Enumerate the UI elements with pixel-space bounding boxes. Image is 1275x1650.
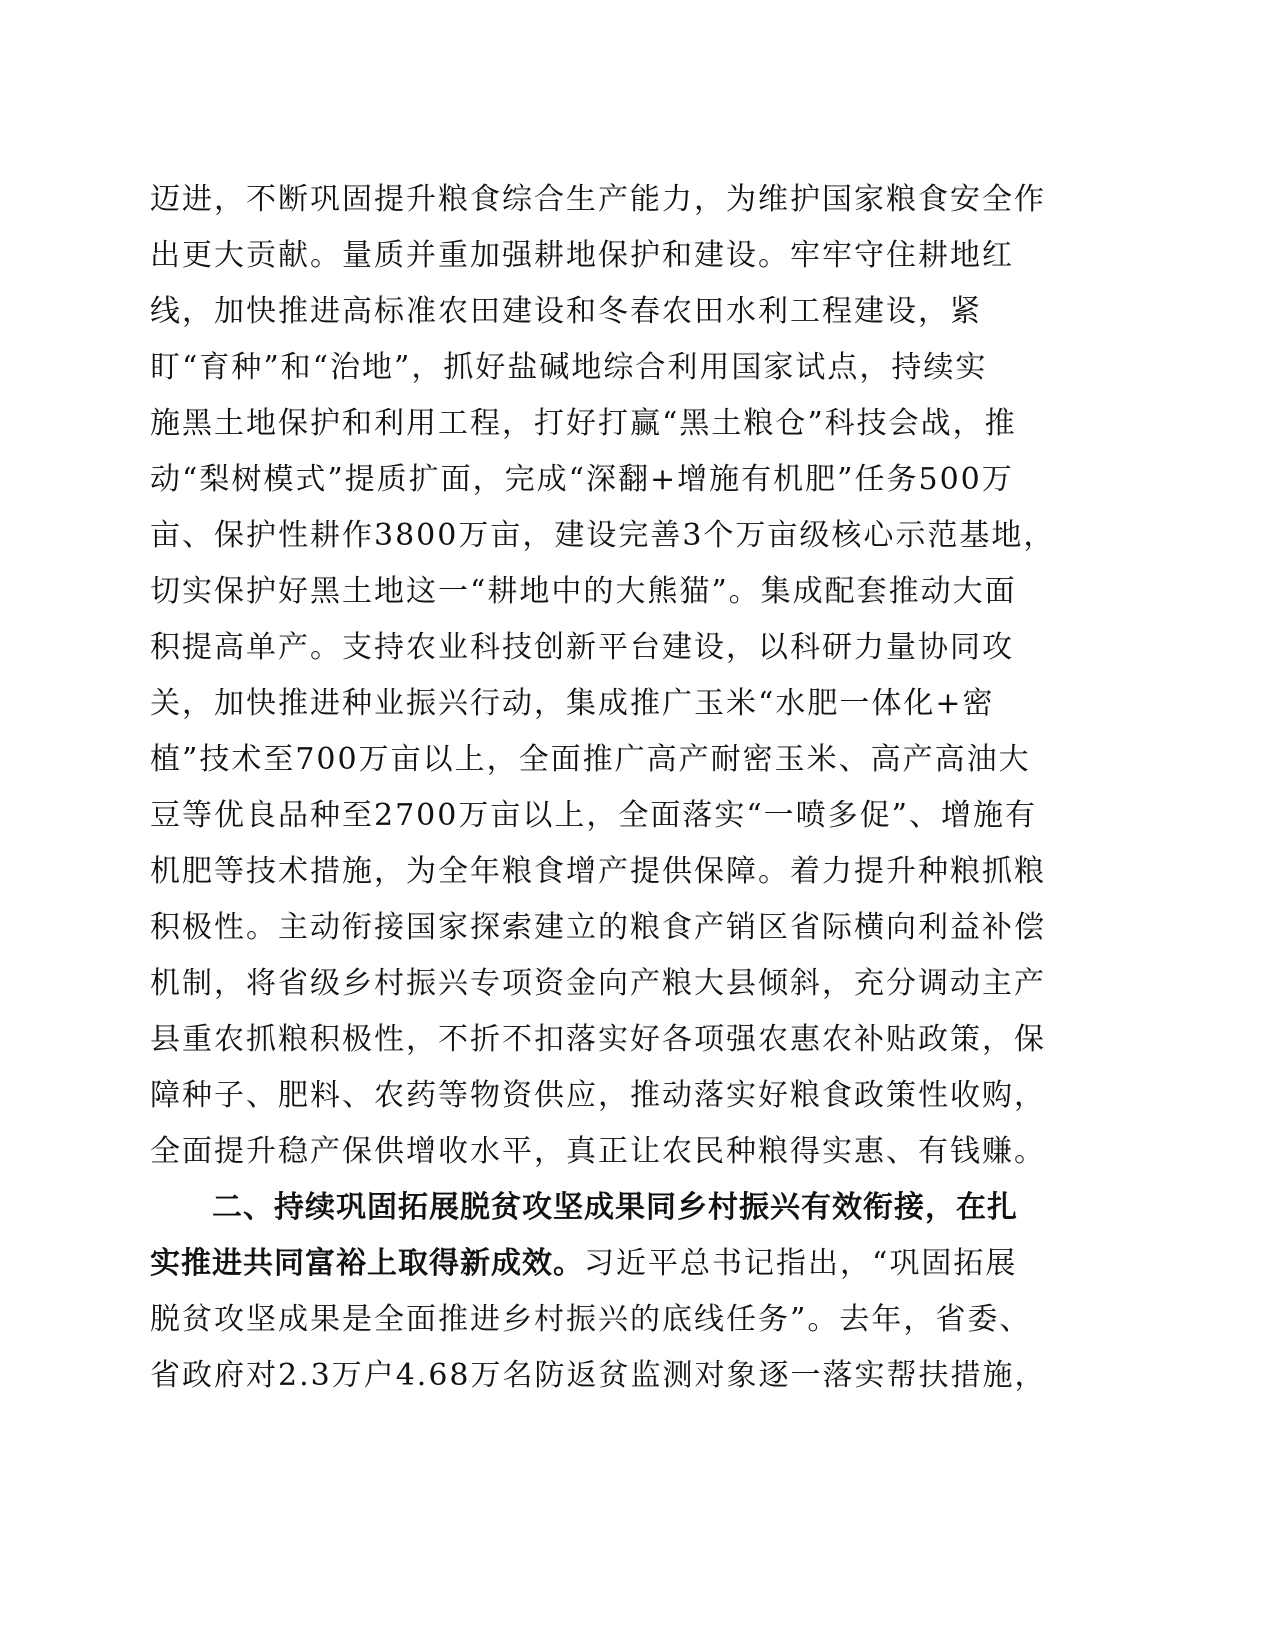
body-text-line: 机肥等技术措施，为全年粮食增产提供保障。着力提升种粮抓粮: [150, 854, 1046, 889]
body-text-line: 脱贫攻坚成果是全面推进乡村振兴的底线任务”。去年，省委、: [150, 1302, 1032, 1337]
body-text-line: 切实保护好黑土地这一“耕地中的大熊猫”。集成配套推动大面: [150, 574, 1017, 609]
section-body-text: 习近平总书记指出，“巩固拓展: [584, 1246, 1018, 1281]
body-text-line: 施黑土地保护和利用工程，打好打赢“黑土粮仓”科技会战，推: [150, 406, 1017, 441]
body-text-line: 迈进，不断巩固提升粮食综合生产能力，为维护国家粮食安全作: [150, 182, 1046, 217]
body-text-line: 县重农抓粮积极性，不折不扣落实好各项强农惠农补贴政策，保: [150, 1022, 1046, 1057]
section-heading: 二、持续巩固拓展脱贫攻坚成果同乡村振兴有效衔接，在扎: [212, 1190, 1018, 1225]
body-text-line: 盯“育种”和“治地”，抓好盐碱地综合利用国家试点，持续实: [150, 350, 988, 385]
body-text-line: 豆等优良品种至2700万亩以上，全面落实“一喷多促”、增施有: [150, 798, 1038, 833]
body-text-line: 亩、保护性耕作3800万亩，建设完善3个万亩级核心示范基地，: [150, 518, 1056, 553]
body-text-line: 积极性。主动衔接国家探索建立的粮食产销区省际横向利益补偿: [150, 910, 1046, 945]
body-text-line: 全面提升稳产保供增收水平，真正让农民种粮得实惠、有钱赚。: [150, 1134, 1046, 1169]
body-text-line: 植”技术至700万亩以上，全面推广高产耐密玉米、高产高油大: [150, 742, 1031, 777]
body-text-line: 机制，将省级乡村振兴专项资金向产粮大县倾斜，充分调动主产: [150, 966, 1046, 1001]
body-text-line: 关，加快推进种业振兴行动，集成推广玉米“水肥一体化+密: [150, 686, 995, 721]
body-text-line: 出更大贡献。量质并重加强耕地保护和建设。牢牢守住耕地红: [150, 238, 1014, 273]
body-text-line: 省政府对2.3万户4.68万名防返贫监测对象逐一落实帮扶措施，: [150, 1358, 1047, 1393]
section-heading-continued: [150, 1244, 1017, 1284]
body-text-line: 障种子、肥料、农药等物资供应，推动落实好粮食政策性收购，: [150, 1078, 1046, 1113]
body-text-line: 积提高单产。支持农业科技创新平台建设，以科研力量协同攻: [150, 630, 1014, 665]
body-text-line: 线，加快推进高标准农田建设和冬春农田水利工程建设，紧: [150, 294, 982, 329]
section-heading-bold-part: 实推进共同富裕上取得新成效。: [150, 1246, 584, 1281]
body-text-line: 动“梨树模式”提质扩面，完成“深翻+增施有机肥”任务500万: [150, 462, 1014, 497]
